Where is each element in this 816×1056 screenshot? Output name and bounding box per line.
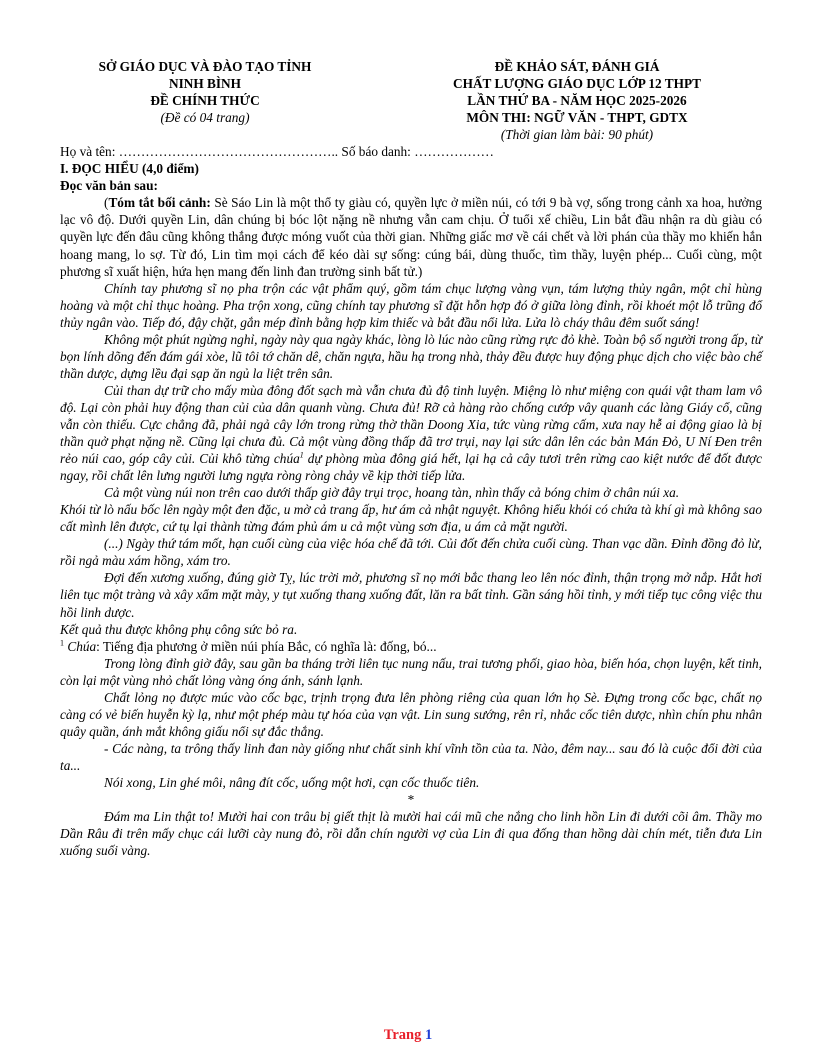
section-title: I. ĐỌC HIỂU (4,0 điểm) xyxy=(60,161,199,177)
footnote-text: : Tiếng địa phương ở miền núi phía Bắc, có nghĩa là: đống, bó... xyxy=(96,638,437,654)
section-separator: * xyxy=(407,792,415,808)
header-right xyxy=(382,58,772,143)
department-name: SỞ GIÁO DỤC VÀ ĐÀO TẠO TỈNH xyxy=(98,59,312,74)
exam-subtitle: CHẤT LƯỢNG GIÁO DỤC LỚP 12 THPT xyxy=(453,76,701,92)
footnote-term: Chúa xyxy=(67,638,97,654)
official-label: ĐỀ CHÍNH THỨC xyxy=(150,93,260,109)
document-page xyxy=(60,58,762,859)
passage-paragraph: Chính tay phương sĩ nọ pha trộn các vật phẩm quý, gồm tám chục lượng vàng vụn, tám lượng thủy ngân, một chỉ hùng hoàng và một chỉ thục hoàng. Pha trộn xong, cũng chính tay phương sĩ đặt hỗn hợp đó ở giữa lòng đỉnh, rồi khoét một lỗ trũng đổ thủy ngân vào. Tiếp đó, đậy chặt, gắn mép đỉnh bằng hợp kim thiếc và bắt đầu nổi lửa. Lửa lò cháy thâu đêm suốt sáng! xyxy=(60,280,762,330)
exam-duration: (Thời gian làm bài: 90 phút) xyxy=(500,127,654,143)
page-number: 1 xyxy=(424,1027,433,1043)
passage-paragraph: Cả một vùng núi non trên cao dưới thấp giờ đây trụi trọc, hoang tàn, nhìn thấy cả bóng chim ở chân núi xa. xyxy=(104,485,680,501)
exam-round: LẦN THỨ BA - NĂM HỌC 2025-2026 xyxy=(467,93,687,109)
passage-paragraph: Trong lòng đỉnh giờ đây, sau gần ba tháng trời liên tục nung nấu, trai tương phối, giao hòa, biến hóa, chọn luyện, kết tinh, còn lại một vùng nhỏ chất lỏng vàng óng ánh, sánh lạnh. xyxy=(60,655,762,688)
context-text: Sè Sáo Lin là một thổ ty giàu có, quyền lực ở miền núi, có tới 9 bà vợ, sống trong cảnh xa hoa, hưởng lạc vô độ. Dưới quyền Lin, dân chúng bị bóc lột nặng nề nhưng vẫn cam chịu. Ở tuổi xế chiều, Lin bắt đầu nhận ra dù giàu có quyền lực đến đâu cũng không thắng được móng vuốt của thời gian. Những giấc mơ về cái chết và lời phán của thầy mo khiến hắn hoang mang, lo sợ. Từ đó, Lin tìm mọi cách để kéo dài sự sống: cúng bái, dùng thuốc, tìm thầy, luyện phép... Cuối cùng, một phương sĩ xuất hiện, hứa hẹn mang đến linh đan trường sinh bất tử.) xyxy=(60,195,762,279)
passage-paragraph: Đợi đến xương xuống, đúng giờ Tỵ, lúc trời mở, phương sĩ nọ mới bắc thang leo lên nóc đỉnh, thận trọng mở nắp. Hắt hơi liên tục một tràng và xây xẩm mặt mày, y tụt xuống thang xuống đất, lăn ra bất tỉnh. Gần sáng hồi tỉnh, y mới tiếp tục công việc thu hồi linh dược. xyxy=(60,570,762,620)
context-summary: (Tóm tắt bối cảnh: Sè Sáo Lin là một thổ ty giàu có, quyền lực ở miền núi, có tới 9 bà vợ, sống trong cảnh xa hoa, hưởng lạc vô độ. Dưới quyền Lin, dân chúng bị bóc lột nặng nề nhưng vẫn cam chịu. Ở tuổi xế chiều, Lin bắt đầu nhận ra dù giàu có quyền lực đến đâu cũng không thắng được móng vuốt của thời gian. Những giấc mơ về cái chết và lời phán của thầy mo khiến hắn hoang mang, lo sợ. Từ đó, Lin tìm mọi cách để kéo dài sự sống: cúng bái, dùng thuốc, tìm thầy, luyện phép... Cuối cùng, một phương sĩ xuất hiện, hứa hẹn mang đến linh đan trường sinh bất tử.) xyxy=(60,195,762,279)
header-left xyxy=(60,58,350,143)
candidate-line: Họ và tên: ………………………………………….. Số báo danh: ……………… xyxy=(60,144,494,160)
passage-paragraph: (...) Ngày thứ tám mốt, hạn cuối cùng của việc hóa chế đã tới. Củi đốt đến chửa cuối cùng. Than vạc dần. Đỉnh đồng đỏ lừ, rồi ngả màu xám hồng, xám tro. xyxy=(60,536,762,569)
passage-text: Củi than dự trữ cho mấy mùa đông đốt sạch mà vẫn chưa đủ độ tinh luyện. Miệng lò như miệng con quái vật tham lam vô độ. Lại còn phải huy động than củi của dân quanh vùng. Chưa đủ! Rỡ cả hàng rào chống cướp vây quanh các làng Giáy cổ, cũng vẫn còn thiếu. Cực chẳng đã, phải ngả cây lớn trong rừng thờ thần Doong Xia, tức vùng rừng cấm, xưa nay hễ ai động giao là bị thần quở phạt nặng nề. Cũng lại chưa đủ. Cả một vùng đồng thấp đã trơ trụi, nay lại sức dân lên các bản Mán Đỏ, U Ní Đen trên rẻo núi cao, góp cây củi. Củi khô từng chúa xyxy=(60,382,762,467)
footnote-number: 1 xyxy=(60,638,64,648)
footnote-ref: 1 xyxy=(299,450,304,460)
page-label: Trang xyxy=(383,1027,422,1043)
passage-paragraph: Không một phút ngừng nghỉ, ngày này qua ngày khác, lòng lò lúc nào cũng rừng rực đỏ khè. Toàn bộ số người trong ấp, từ bọn lính dõng đến đám gái xòe, lũ tôi tớ chăn dê, chăn ngựa, hầu hạ trong nhà, thảy đều được huy động phục dịch cho việc bào chế thần dược, dựng lều đại sạp ăn ngủ la liệt trên sân. xyxy=(60,331,762,381)
page-footer xyxy=(0,1027,816,1044)
exam-title: ĐỀ KHẢO SÁT, ĐÁNH GIÁ xyxy=(494,59,660,74)
context-label: Tóm tắt bối cảnh: xyxy=(108,195,211,211)
passage-paragraph: Chất lỏng nọ được múc vào cốc bạc, trịnh trọng đưa lên phòng riêng của quan lớn họ Sè. Đựng trong cốc bạc, chất nọ càng có vẻ biến huyễn kỳ lạ, như một phép màu tự hóa của vạn vật. Lin sung sướng, rên rỉ, nhắc cốc tiên dược, nhìn chín phu nhân quây quần, ánh mắt không giấu nổi sự đắc thắng. xyxy=(60,689,762,739)
passage-paragraph: Nói xong, Lin ghé môi, nâng đít cốc, uống một hơi, cạn cốc thuốc tiên. xyxy=(104,774,480,790)
passage-paragraph: Kết quả thu được không phụ công sức bỏ ra. xyxy=(60,621,298,637)
passage-paragraph: - Các nàng, ta trông thấy linh đan này giống như chất sinh khí vĩnh tồn của ta. Nào, đêm nay... sau đó là cuộc đổi đời của ta... xyxy=(60,740,762,773)
passage-paragraph xyxy=(60,382,762,484)
province-name: NINH BÌNH xyxy=(168,76,242,92)
passage-paragraph: Đám ma Lin thật to! Mười hai con trâu bị giết thịt là mười hai cái mũ che nắng cho linh hồn Lin đi dưới cõi âm. Thầy mo Dần Râu đi trên mấy chục cái lưỡi cày nung đỏ, rồi dẫn chín người vợ của Lin đi qua đống than hồng dài chín mét, tiễn đưa Lin xuống suối vàng. xyxy=(60,809,762,859)
read-label: Đọc văn bản sau: xyxy=(60,178,158,194)
passage-paragraph: Khói từ lò nấu bốc lên ngày một đen đặc, u mờ cả trang ấp, hư ám cả nhật nguyệt. Không hiểu khói có chứa tà khí gì mà không sao cất mình lên được, cứ tụ lại thành từng đám phủ ám u cả một vùng sơn địa, u ám cả mặt người. xyxy=(60,502,762,535)
exam-subject: MÔN THI: NGỮ VĂN - THPT, GDTX xyxy=(466,110,688,126)
page-count-note: (Đề có 04 trang) xyxy=(160,110,250,126)
exam-header xyxy=(60,58,762,143)
passage-text: dự phòng mùa đông giá hết, lại hạ cả cây tươi trên rừng cao kiệt nước để đốt được ngay, rồi chất lên lưng người lưng ngựa ròng ròng chảy về kịp thời tiếp lửa. xyxy=(60,451,763,484)
footnote xyxy=(60,638,762,655)
